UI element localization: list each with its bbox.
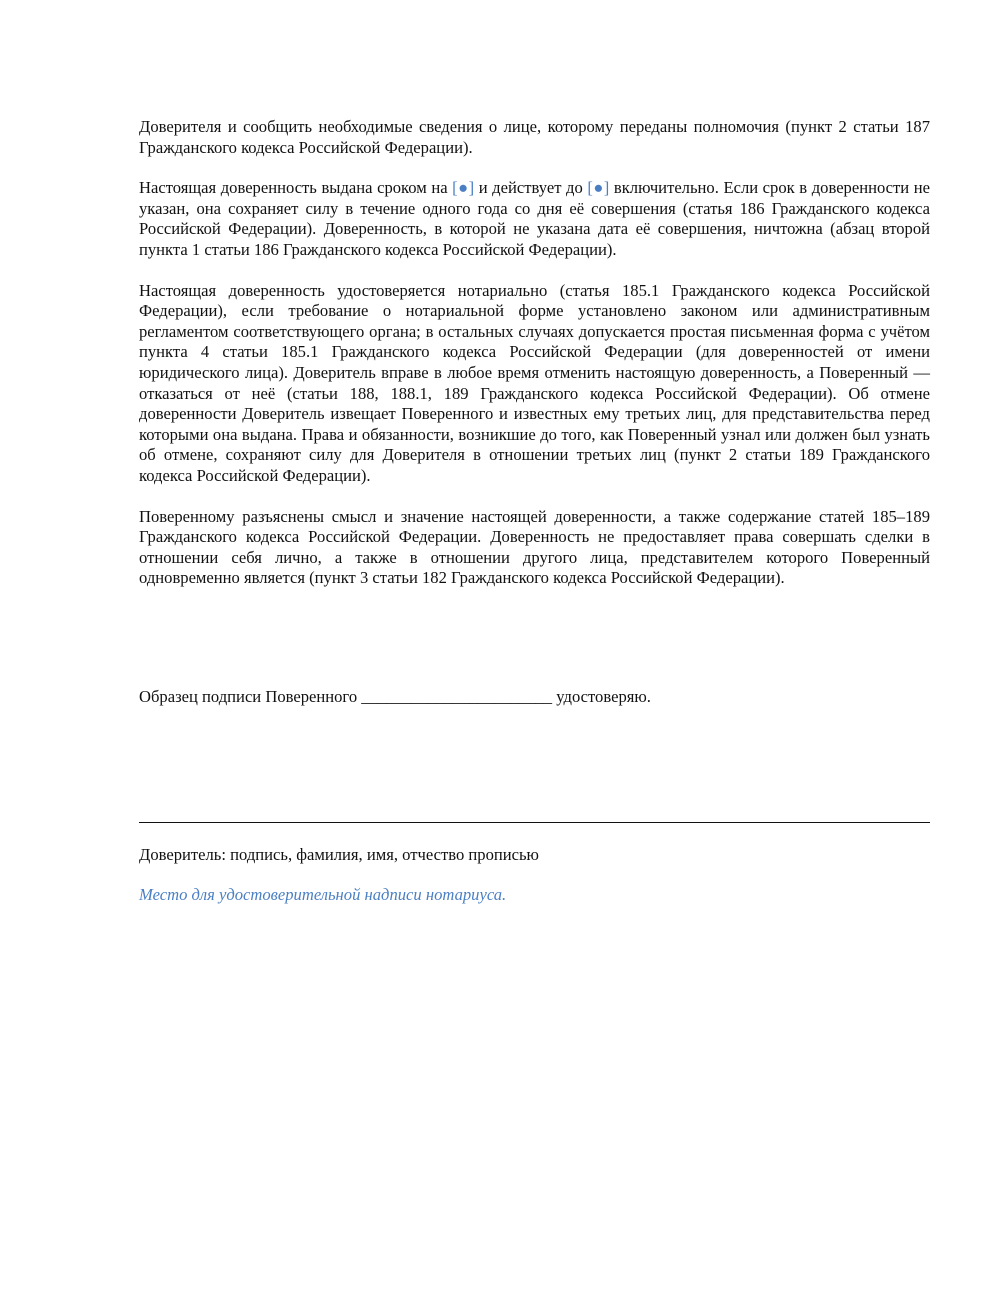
validity-text-a: Настоящая доверенность выдана сроком на	[139, 178, 453, 198]
paragraph-validity-term	[139, 178, 930, 260]
notary-note: Место для удостоверительной надписи нотариуса.	[139, 885, 507, 904]
placeholder-term: [●]	[452, 178, 475, 198]
document-page	[139, 117, 931, 904]
signature-rule	[139, 822, 930, 823]
paragraph-explanations: Поверенному разъяснены смысл и значение настоящей доверенности, а также содержание статей 185–189 Гражданского кодекса Российской Федерации. Доверенность не предоставляет права совершать сделки в отношении себя лично, а также в отношении другого лица, представителем которого Поверенный одновременно является (пункт 3 статьи 182 Гражданского кодекса Российской Федерации).	[139, 506, 930, 588]
placeholder-date: [●]	[587, 178, 610, 198]
validity-text-c: включительно. Если срок в доверенности не указан, она сохраняет силу в течение одного года со дня её совершения (статья 186 Гражданского кодекса Российской Федерации). Доверенность, в которой не указана дата её совершения, ничтожна (абзац второй пункта 1 статьи 186 Гражданского кодекса Российской Федерации).	[139, 178, 931, 259]
validity-text-b: и действует до	[474, 178, 588, 198]
principal-signature-caption: Доверитель: подпись, фамилия, имя, отчество прописью	[139, 845, 539, 864]
paragraph-notarization: Настоящая доверенность удостоверяется нотариально (статья 185.1 Гражданского кодекса Российской Федерации), если требование о нотариальной форме установлено законом или административным регламентом соответствующего органа; в остальных случаях допускается простая письменная форма с учётом пункта 4 статьи 185.1 Гражданского кодекса Российской Федерации (для доверенностей от имени юридического лица). Доверитель вправе в любое время отменить настоящую доверенность, а Поверенный — отказаться от неё (статьи 188, 188.1, 189 Гражданского кодекса Российской Федерации). Об отмене доверенности Доверитель извещает Поверенного и известных ему третьих лиц, для представительства перед которыми она выдана. Права и обязанности, возникшие до того, как Поверенный узнал или должен был узнать об отмене, сохраняют силу для Доверителя в отношении третьих лиц (пункт 2 статьи 189 Гражданского кодекса Российской Федерации).	[139, 280, 930, 485]
paragraph-notification-duty: Доверителя и сообщить необходимые сведения о лице, которому переданы полномочия (пункт 2 статьи 187 Гражданского кодекса Российской Федерации).	[139, 117, 930, 157]
sample-signature-line: Образец подписи Поверенного _______________________ удостоверяю.	[139, 687, 651, 706]
